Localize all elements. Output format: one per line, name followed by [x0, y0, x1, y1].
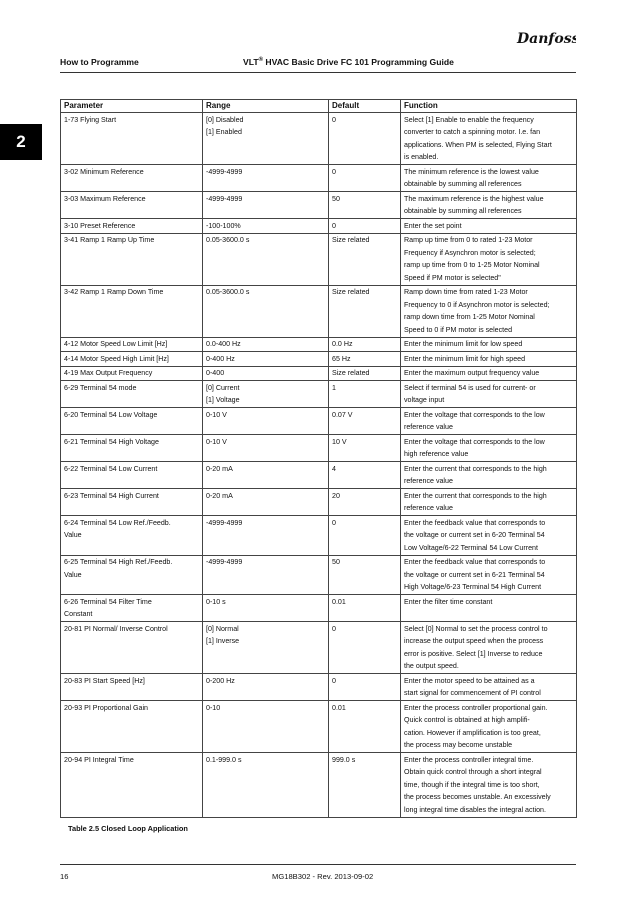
- cell-range: [203, 408, 329, 435]
- cell-line: long integral time disables the integral action.: [404, 805, 546, 814]
- cell-line: 6-24 Terminal 54 Low Ref./Feedb.: [64, 518, 171, 527]
- cell-default: 50: [329, 192, 401, 219]
- cell-function: [401, 435, 577, 462]
- cell-range: [203, 381, 329, 408]
- cell-parameter: [61, 622, 203, 674]
- table-row: [61, 674, 577, 701]
- cell-line: is enabled.: [404, 153, 439, 161]
- header-divider: [60, 72, 576, 73]
- cell-default: 50: [329, 555, 401, 595]
- closed-loop-parameter-table: [60, 99, 577, 818]
- cell-line: Enter the current that corresponds to the high: [404, 464, 547, 473]
- cell-default: 0: [329, 674, 401, 701]
- cell-range: [203, 285, 329, 337]
- cell-line: 6-20 Terminal 54 Low Voltage: [64, 410, 158, 419]
- cell-line: 6-23 Terminal 54 High Current: [64, 491, 159, 500]
- cell-line: 6-21 Terminal 54 High Voltage: [64, 437, 159, 446]
- cell-line: high reference value: [404, 450, 469, 458]
- cell-line: 0-10 V: [206, 437, 227, 446]
- cell-parameter: [61, 337, 203, 352]
- cell-default: 0.07 V: [329, 408, 401, 435]
- cell-line: 0-10: [206, 703, 221, 712]
- cell-line: 4-19 Max Output Frequency: [64, 369, 153, 377]
- cell-function: [401, 113, 577, 165]
- cell-line: Select [0] Normal to set the process control to: [404, 624, 548, 633]
- cell-line: obtainable by summing all references: [404, 207, 522, 215]
- cell-parameter: [61, 165, 203, 192]
- cell-line: 0-10 s: [206, 597, 226, 606]
- column-header-range: Range: [203, 100, 329, 113]
- cell-range: [203, 622, 329, 674]
- table-row: [61, 165, 577, 192]
- cell-line: 0-200 Hz: [206, 676, 235, 685]
- cell-line: [0] Current: [206, 383, 240, 392]
- cell-line: 0.1-999.0 s: [206, 755, 242, 764]
- cell-line: Enter the process controller proportional gain.: [404, 703, 548, 712]
- cell-line: 6-29 Terminal 54 mode: [64, 383, 137, 392]
- cell-line: increase the output speed when the process: [404, 637, 544, 645]
- cell-range: [203, 753, 329, 818]
- cell-line: applications. When PM is selected, Flying Start: [404, 140, 552, 149]
- table-row: [61, 701, 577, 753]
- cell-line: Obtain quick control through a short integral: [404, 768, 542, 776]
- cell-default: Size related: [329, 285, 401, 337]
- cell-line: Constant: [64, 610, 93, 618]
- cell-line: Quick control is obtained at high amplifi-: [404, 716, 530, 724]
- cell-function: [401, 366, 577, 381]
- cell-default: 0.0 Hz: [329, 337, 401, 352]
- cell-line: 3-03 Maximum Reference: [64, 194, 146, 203]
- cell-line: 0.05-3600.0 s: [206, 288, 250, 296]
- cell-line: 0-400: [206, 369, 225, 377]
- cell-default: 0: [329, 113, 401, 165]
- table-row: [61, 381, 577, 408]
- cell-function: [401, 674, 577, 701]
- cell-parameter: [61, 381, 203, 408]
- cell-default: 0.01: [329, 701, 401, 753]
- cell-parameter: [61, 352, 203, 367]
- cell-line: Value: [64, 531, 82, 539]
- cell-line: High Voltage/6-23 Terminal 54 High Current: [404, 583, 542, 591]
- cell-default: 4: [329, 462, 401, 489]
- cell-default: 10 V: [329, 435, 401, 462]
- table-row: [61, 516, 577, 556]
- cell-default: 65 Hz: [329, 352, 401, 367]
- cell-parameter: [61, 233, 203, 285]
- table-row: [61, 462, 577, 489]
- cell-line: -100-100%: [206, 221, 241, 230]
- cell-line: The maximum reference is the highest value: [404, 194, 544, 203]
- cell-range: [203, 489, 329, 516]
- cell-line: Enter the minimum limit for high speed: [404, 354, 526, 363]
- cell-default: Size related: [329, 233, 401, 285]
- table-row: [61, 337, 577, 352]
- table-row: [61, 595, 577, 622]
- cell-function: [401, 337, 577, 352]
- cell-function: [401, 408, 577, 435]
- cell-function: [401, 192, 577, 219]
- cell-parameter: [61, 408, 203, 435]
- cell-line: [0] Normal: [206, 624, 239, 633]
- cell-function: [401, 233, 577, 285]
- cell-line: 6-26 Terminal 54 Filter Time: [64, 597, 152, 606]
- table-row: [61, 366, 577, 381]
- cell-default: 0: [329, 219, 401, 234]
- title-rest: HVAC Basic Drive FC 101 Programming Guide: [263, 57, 454, 67]
- cell-line: ramp up time from 0 to 1-25 Motor Nominal: [404, 261, 540, 269]
- cell-line: 0-20 mA: [206, 464, 233, 473]
- document-id: MG18B302 - Rev. 2013-09-02: [272, 872, 374, 881]
- cell-line: -4999-4999: [206, 167, 243, 176]
- cell-range: [203, 555, 329, 595]
- title-brand: VLT: [243, 57, 259, 67]
- cell-line: the process may become unstable: [404, 741, 513, 749]
- cell-default: 0: [329, 165, 401, 192]
- cell-line: Select [1] Enable to enable the frequency: [404, 115, 534, 124]
- cell-parameter: [61, 516, 203, 556]
- cell-line: ramp down time from 1-25 Motor Nominal: [404, 313, 535, 321]
- cell-line: Value: [64, 570, 82, 579]
- cell-default: Size related: [329, 366, 401, 381]
- section-title: How to Programme: [60, 57, 139, 67]
- cell-line: 6-25 Terminal 54 High Ref./Feedb.: [64, 558, 173, 566]
- cell-range: [203, 192, 329, 219]
- table-row: [61, 408, 577, 435]
- cell-parameter: [61, 462, 203, 489]
- table-row: [61, 435, 577, 462]
- logo-wordmark: Danfoss: [517, 31, 576, 47]
- cell-line: 20-81 PI Normal/ Inverse Control: [64, 624, 168, 633]
- cell-default: 0: [329, 622, 401, 674]
- cell-line: Enter the voltage that corresponds to the low: [404, 410, 545, 419]
- table-row: [61, 233, 577, 285]
- cell-function: [401, 489, 577, 516]
- cell-line: Enter the maximum output frequency value: [404, 369, 540, 377]
- cell-line: Enter the process controller integral time.: [404, 755, 534, 764]
- cell-function: [401, 165, 577, 192]
- cell-line: [1] Voltage: [206, 396, 240, 404]
- cell-line: error is positive. Select [1] Inverse to reduce: [404, 649, 543, 658]
- cell-line: Select if terminal 54 is used for current- or: [404, 383, 536, 392]
- cell-line: 0-10 V: [206, 410, 227, 419]
- cell-parameter: [61, 219, 203, 234]
- table-row: [61, 192, 577, 219]
- cell-line: 4-12 Motor Speed Low Limit [Hz]: [64, 340, 168, 348]
- cell-line: 20-94 PI Integral Time: [64, 755, 134, 764]
- cell-default: 0.01: [329, 595, 401, 622]
- cell-line: cation. However if amplification is too great,: [404, 728, 541, 737]
- cell-line: Enter the current that corresponds to the high: [404, 491, 547, 500]
- cell-line: Low Voltage/6-22 Terminal 54 Low Current: [404, 543, 538, 552]
- cell-range: [203, 219, 329, 234]
- cell-line: 0.0-400 Hz: [206, 340, 241, 348]
- document-title: [243, 57, 454, 67]
- cell-line: 6-22 Terminal 54 Low Current: [64, 464, 158, 473]
- cell-line: [1] Enabled: [206, 128, 242, 136]
- table-row: [61, 352, 577, 367]
- table-row: [61, 113, 577, 165]
- cell-line: Speed to 0 if PM motor is selected: [404, 325, 513, 334]
- cell-range: [203, 233, 329, 285]
- cell-line: Enter the filter time constant: [404, 597, 493, 606]
- cell-line: Ramp down time from rated 1-23 Motor: [404, 288, 528, 296]
- cell-line: reference value: [404, 423, 453, 431]
- cell-line: 20-93 PI Proportional Gain: [64, 703, 148, 712]
- cell-line: reference value: [404, 477, 453, 485]
- cell-function: [401, 555, 577, 595]
- cell-line: 20-83 PI Start Speed [Hz]: [64, 676, 145, 685]
- table-row: [61, 219, 577, 234]
- footer-divider: [60, 864, 576, 865]
- cell-line: 4-14 Motor Speed High Limit [Hz]: [64, 354, 169, 363]
- cell-parameter: [61, 285, 203, 337]
- cell-line: Enter the feedback value that corresponds to: [404, 518, 546, 527]
- danfoss-logo: [516, 28, 576, 53]
- cell-parameter: [61, 435, 203, 462]
- cell-range: [203, 435, 329, 462]
- cell-line: The minimum reference is the lowest value: [404, 167, 539, 176]
- cell-function: [401, 285, 577, 337]
- table-row: [61, 753, 577, 818]
- cell-default: 0: [329, 516, 401, 556]
- cell-function: [401, 753, 577, 818]
- registered-mark: ®: [258, 57, 264, 64]
- cell-function: [401, 701, 577, 753]
- cell-line: -4999-4999: [206, 194, 243, 203]
- cell-line: 1-73 Flying Start: [64, 115, 117, 124]
- cell-function: [401, 516, 577, 556]
- cell-parameter: [61, 366, 203, 381]
- column-header-function: Function: [401, 100, 577, 113]
- cell-line: converter to catch a spinning motor. I.e. fan: [404, 128, 541, 136]
- cell-line: 3-10 Preset Reference: [64, 221, 136, 230]
- table-row: [61, 489, 577, 516]
- table-row: [61, 285, 577, 337]
- cell-parameter: [61, 595, 203, 622]
- cell-range: [203, 352, 329, 367]
- cell-function: [401, 462, 577, 489]
- cell-line: Frequency if Asynchron motor is selected;: [404, 248, 536, 257]
- cell-line: 3-41 Ramp 1 Ramp Up Time: [64, 236, 155, 244]
- cell-line: Ramp up time from 0 to rated 1-23 Motor: [404, 236, 533, 244]
- cell-function: [401, 381, 577, 408]
- cell-line: obtainable by summing all references: [404, 180, 522, 188]
- cell-line: -4999-4999: [206, 558, 243, 566]
- cell-line: Enter the feedback value that corresponds to: [404, 558, 546, 566]
- chapter-tab: 2: [0, 124, 42, 160]
- cell-line: time, though if the integral time is too short,: [404, 780, 540, 789]
- cell-parameter: [61, 674, 203, 701]
- cell-default: 20: [329, 489, 401, 516]
- cell-parameter: [61, 701, 203, 753]
- cell-default: 1: [329, 381, 401, 408]
- cell-range: [203, 165, 329, 192]
- cell-line: the voltage or current set in 6-20 Terminal 54: [404, 531, 545, 539]
- cell-line: the voltage or current set in 6-21 Terminal 54: [404, 570, 545, 579]
- cell-line: -4999-4999: [206, 518, 243, 527]
- cell-parameter: [61, 555, 203, 595]
- cell-parameter: [61, 113, 203, 165]
- cell-parameter: [61, 192, 203, 219]
- cell-range: [203, 462, 329, 489]
- cell-line: Enter the voltage that corresponds to the low: [404, 437, 545, 446]
- cell-line: start signal for commencement of PI control: [404, 689, 541, 697]
- cell-line: the output speed.: [404, 662, 459, 670]
- table-header-row: [61, 100, 577, 113]
- cell-line: [0] Disabled: [206, 115, 244, 124]
- cell-function: [401, 219, 577, 234]
- page-number: 16: [60, 872, 69, 881]
- cell-range: [203, 516, 329, 556]
- cell-range: [203, 701, 329, 753]
- table-row: [61, 555, 577, 595]
- cell-range: [203, 674, 329, 701]
- table-row: [61, 622, 577, 674]
- table-body: [61, 113, 577, 818]
- cell-line: Enter the set point: [404, 221, 462, 230]
- column-header-parameter: Parameter: [61, 100, 203, 113]
- cell-function: [401, 622, 577, 674]
- cell-line: [1] Inverse: [206, 637, 240, 645]
- cell-line: 3-02 Minimum Reference: [64, 167, 144, 176]
- cell-line: 0-400 Hz: [206, 354, 235, 363]
- cell-line: the process becomes unstable. An excessively: [404, 793, 551, 801]
- cell-line: 0.05-3600.0 s: [206, 236, 250, 244]
- table-caption: Table 2.5 Closed Loop Application: [68, 824, 188, 833]
- cell-default: 999.0 s: [329, 753, 401, 818]
- cell-function: [401, 352, 577, 367]
- column-header-default: Default: [329, 100, 401, 113]
- cell-range: [203, 337, 329, 352]
- cell-line: 3-42 Ramp 1 Ramp Down Time: [64, 288, 164, 296]
- cell-range: [203, 113, 329, 165]
- cell-range: [203, 366, 329, 381]
- cell-line: voltage input: [404, 396, 445, 404]
- cell-line: Speed if PM motor is selected": [404, 273, 501, 282]
- cell-parameter: [61, 489, 203, 516]
- cell-line: Enter the motor speed to be attained as a: [404, 676, 535, 685]
- cell-range: [203, 595, 329, 622]
- cell-line: Frequency to 0 if Asynchron motor is selected;: [404, 300, 550, 309]
- cell-function: [401, 595, 577, 622]
- cell-line: Enter the minimum limit for low speed: [404, 340, 523, 348]
- cell-parameter: [61, 753, 203, 818]
- cell-line: reference value: [404, 504, 453, 512]
- cell-line: 0-20 mA: [206, 491, 233, 500]
